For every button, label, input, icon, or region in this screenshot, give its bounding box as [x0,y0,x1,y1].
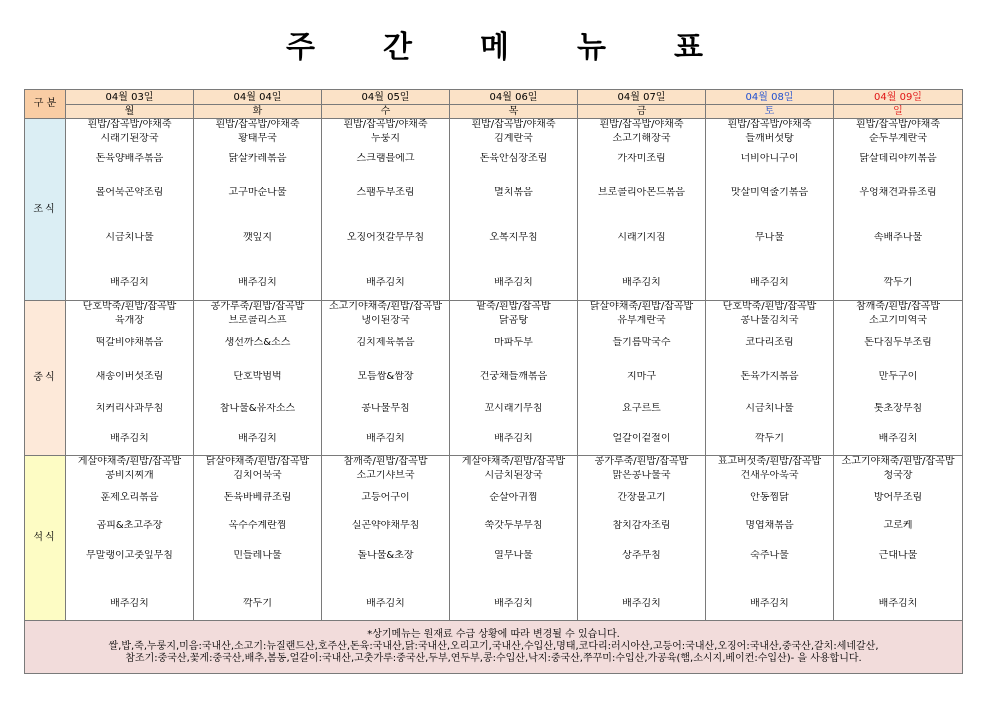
menu-cell [834,119,963,301]
menu-item: 유부계란국 [617,315,666,326]
menu-item: 김치제육볶음 [356,337,415,348]
menu-item: 흰밥/잡곡밥/야채죽 [87,119,172,130]
menu-cell [450,301,578,456]
menu-item: 소고기야채죽/흰밥/잡곡밥 [329,301,442,312]
menu-item: 가자미조림 [617,153,666,164]
menu-item: 닭살카레볶음 [228,153,287,164]
menu-item: 배추김치 [238,277,277,288]
footer-line: 참조기:중국산,꽃게:중국산,배추,봄동,얼갈이:국내산,고춧가루:중국산,두부,연두부,콩:수입산,낙지:중국산,쭈꾸미:수입산,가공육(햄,소시지,베이컨:수입산)- 을 사용합니다. [125,653,862,664]
day-date: 04월 09일 [834,91,962,105]
menu-item: 고등어구이 [361,492,410,503]
day-weekday: 목 [508,105,519,117]
day-header-tue [194,90,322,119]
menu-cell [706,301,834,456]
menu-item: 시래기된장국 [100,133,159,144]
menu-cell [194,456,322,621]
menu-item: 순두부계란국 [869,133,927,144]
menu-item: 얼갈이겉절이 [612,433,671,444]
menu-item: 소고기해장국 [612,133,671,144]
menu-item: 돈육가지볶음 [740,371,799,382]
menu-item: 참나물&유자소스 [219,403,296,414]
menu-cell [194,119,322,301]
menu-item: 흰밥/잡곡밥/야채죽 [343,119,428,130]
menu-item: 쑥갓두부무침 [484,520,543,531]
menu-cell [578,456,706,621]
day-header-wed [322,90,450,119]
menu-item: 무말랭이고춧잎무침 [86,550,173,561]
footer-row [25,621,963,674]
menu-item: 볼어묵곤약조림 [95,187,164,198]
menu-item: 닭살데리야끼볶음 [859,153,937,164]
menu-item: 실곤약야채무침 [351,520,420,531]
menu-item: 돈육바베큐조림 [223,492,292,503]
menu-item: 콩나물무침 [361,403,410,414]
menu-item: 고구마순나물 [228,187,287,198]
menu-item: 배추김치 [110,598,149,609]
menu-item: 돈육양배추볶음 [95,153,164,164]
header-row [25,90,963,119]
menu-item: 배추김치 [366,433,405,444]
menu-cell [322,456,450,621]
menu-item: 배추김치 [622,277,661,288]
menu-item: 브로콜리스프 [228,315,287,326]
menu-item: 흰밥/잡곡밥/야채죽 [727,119,812,130]
menu-item: 육개장 [115,315,144,326]
day-header-fri [578,90,706,119]
menu-item: 곰피&초고추장 [96,520,163,531]
day-date: 04월 06일 [450,91,577,105]
footer-line: *상기메뉴는 원재료 수급 상황에 따라 변경될 수 있습니다. [367,629,620,640]
dinner-row [25,456,963,621]
menu-item: 닭곰탕 [499,315,528,326]
menu-item: 깍두기 [883,277,913,288]
meal-label-dinner: 석식 [25,456,66,621]
menu-item: 참치감자조림 [612,520,671,531]
menu-item: 흰밥/잡곡밥/야채죽 [215,119,300,130]
menu-item: 소고기미역국 [869,315,927,326]
menu-cell [66,301,194,456]
menu-item: 시금치된장국 [484,470,543,481]
menu-cell [706,119,834,301]
menu-item: 근대나물 [878,550,918,561]
menu-item: 새송이버섯조림 [95,371,164,382]
menu-item: 모듬쌈&쌈장 [357,371,414,382]
menu-item: 방어무조림 [873,492,923,503]
menu-item: 단호박죽/흰밥/잡곡밥 [82,301,177,312]
title-char: 간 [383,30,412,65]
menu-item: 돈육안심장조림 [479,153,548,164]
menu-item: 콩비지찌개 [105,470,154,481]
menu-item: 간장불고기 [617,492,666,503]
menu-item: 냉이된장국 [361,315,410,326]
day-weekday: 월 [124,105,135,117]
menu-item: 오징어젓갈무무침 [346,232,425,243]
menu-item: 마파두부 [494,337,533,348]
menu-item: 배추김치 [366,598,405,609]
title-char: 뉴 [576,30,606,65]
meal-label-breakfast: 조식 [25,119,66,301]
menu-item: 떡갈비야채볶음 [95,337,164,348]
menu-item: 치커리사과무침 [95,403,164,414]
menu-item: 단호박죽/흰밥/잡곡밥 [722,301,817,312]
menu-item: 안동찜닭 [750,492,789,503]
menu-item: 훈제오리볶음 [100,492,159,503]
menu-item: 요구르트 [622,403,661,414]
menu-item: 생선까스&소스 [224,337,291,348]
menu-item: 시금치나물 [745,403,794,414]
menu-item: 톳초장무침 [873,403,923,414]
day-date: 04월 04일 [194,91,321,105]
menu-item: 배추김치 [878,433,918,444]
menu-item: 배추김치 [494,598,533,609]
gubun-header: 구 분 [25,90,66,119]
menu-cell [578,119,706,301]
menu-item: 콩가루죽/흰밥/잡곡밥 [210,301,305,312]
menu-item: 오복지무침 [489,232,538,243]
menu-cell [706,456,834,621]
day-weekday: 일 [893,105,903,117]
menu-item: 흰밥/잡곡밥/야채죽 [599,119,684,130]
menu-item: 시래기지짐 [617,232,666,243]
menu-item: 황태무국 [238,133,277,144]
menu-item: 만두구이 [878,371,918,382]
menu-item: 민들레나물 [233,550,282,561]
menu-cell [322,301,450,456]
menu-item: 표고버섯죽/흰밥/잡곡밥 [717,456,822,467]
menu-item: 건새우아욱국 [740,470,799,481]
menu-item: 꼬시래기무침 [484,403,543,414]
menu-item: 숙주나물 [750,550,789,561]
day-weekday: 토 [764,105,775,117]
day-header-sun [834,90,963,119]
menu-item: 게살야채죽/흰밥/잡곡밥 [461,456,566,467]
day-date: 04월 03일 [66,91,193,105]
meal-label-lunch: 중식 [25,301,66,456]
menu-item: 콩나물김치국 [740,315,799,326]
menu-item: 김치어묵국 [233,470,282,481]
menu-item: 들깨버섯탕 [745,133,794,144]
menu-item: 흰밥/잡곡밥/야채죽 [855,119,941,130]
menu-item: 너비아니구이 [740,153,799,164]
menu-item: 건궁채들깨볶음 [479,371,548,382]
menu-item: 닭살야채죽/흰밥/잡곡밥 [589,301,694,312]
menu-item: 배추김치 [622,598,661,609]
menu-item: 참깨죽/흰밥/잡곡밥 [343,456,428,467]
menu-item: 배추김치 [110,433,149,444]
menu-cell [834,456,963,621]
menu-item: 청국장 [883,470,913,481]
footer-line: 쌀,밥,죽,누룽지,미음:국내산,소고기:뉴질랜드산,호주산,돈육:국내산,닭:국내산,오리고기,국내산,수입산,명태,코다리:러시아산,고등어:국내산,오징어:국내산,중국산,갈치:세네갈산, [108,641,879,652]
day-date: 04월 07일 [578,91,705,105]
menu-item: 코다리조림 [745,337,794,348]
menu-item: 맛살미역줄기볶음 [730,187,809,198]
menu-item: 돌나물&초장 [357,550,414,561]
menu-item: 콩가루죽/흰밥/잡곡밥 [594,456,689,467]
title-char: 메 [480,30,509,65]
menu-cell [322,119,450,301]
menu-item: 스크램블에그 [356,153,415,164]
menu-cell [450,119,578,301]
menu-item: 스팸두부조림 [356,187,415,198]
day-header-mon [66,90,194,119]
menu-item: 지마구 [627,371,656,382]
menu-item: 게살야채죽/흰밥/잡곡밥 [77,456,182,467]
lunch-row [25,301,963,456]
menu-item: 돈다짐두부조림 [864,337,932,348]
menu-item: 들기름막국수 [612,337,671,348]
title-char: 표 [673,30,703,65]
day-header-sat [706,90,834,119]
menu-item: 참깨죽/흰밥/잡곡밥 [855,301,941,312]
menu-item: 단호박범벅 [233,371,282,382]
menu-item: 흰밥/잡곡밥/야채죽 [471,119,556,130]
menu-item: 누룽지 [371,133,400,144]
menu-item: 열무나물 [494,550,533,561]
menu-item: 순살아귀찜 [489,492,538,503]
menu-item: 배추김치 [238,433,277,444]
menu-cell [578,301,706,456]
menu-item: 소고기샤브국 [356,470,415,481]
menu-item: 소고기야채죽/흰밥/잡곡밥 [841,456,955,467]
menu-item: 배추김치 [750,598,789,609]
menu-item: 상추무침 [622,550,661,561]
weekly-menu-table [24,89,963,674]
menu-item: 배추김치 [494,433,533,444]
menu-item: 팥죽/흰밥/잡곡밥 [476,301,551,312]
menu-item: 멸치볶음 [494,187,533,198]
menu-item: 옥수수계란찜 [228,520,287,531]
day-weekday: 수 [380,105,391,117]
title-char: 주 [286,30,316,65]
day-weekday: 화 [252,105,263,117]
menu-item: 배추김치 [110,277,149,288]
menu-cell [194,301,322,456]
menu-item: 김계란국 [494,133,533,144]
day-date: 04월 05일 [322,91,449,105]
menu-item: 무나물 [755,232,784,243]
menu-item: 배추김치 [878,598,918,609]
menu-item: 배추김치 [366,277,405,288]
menu-item: 닭살야채죽/흰밥/잡곡밥 [205,456,310,467]
menu-item: 맑은콩나물국 [612,470,671,481]
menu-item: 깻잎지 [243,232,272,243]
menu-item: 속배추나물 [873,232,923,243]
menu-item: 시금치나물 [105,232,154,243]
day-weekday: 금 [636,105,647,117]
menu-cell [450,456,578,621]
breakfast-row [25,119,963,301]
day-date: 04월 08일 [706,91,833,105]
menu-item: 깍두기 [755,433,784,444]
menu-item: 깍두기 [243,598,272,609]
page-title [0,22,989,66]
menu-item: 브로콜리아몬드볶음 [598,187,685,198]
menu-cell [66,119,194,301]
footer-notice [25,621,963,674]
day-header-thu [450,90,578,119]
menu-item: 배추김치 [750,277,789,288]
menu-cell [834,301,963,456]
menu-item: 배추김치 [494,277,533,288]
menu-item: 우엉채견과류조림 [859,187,937,198]
menu-cell [66,456,194,621]
menu-item: 고로케 [883,520,913,531]
menu-item: 명엽채볶음 [745,520,794,531]
